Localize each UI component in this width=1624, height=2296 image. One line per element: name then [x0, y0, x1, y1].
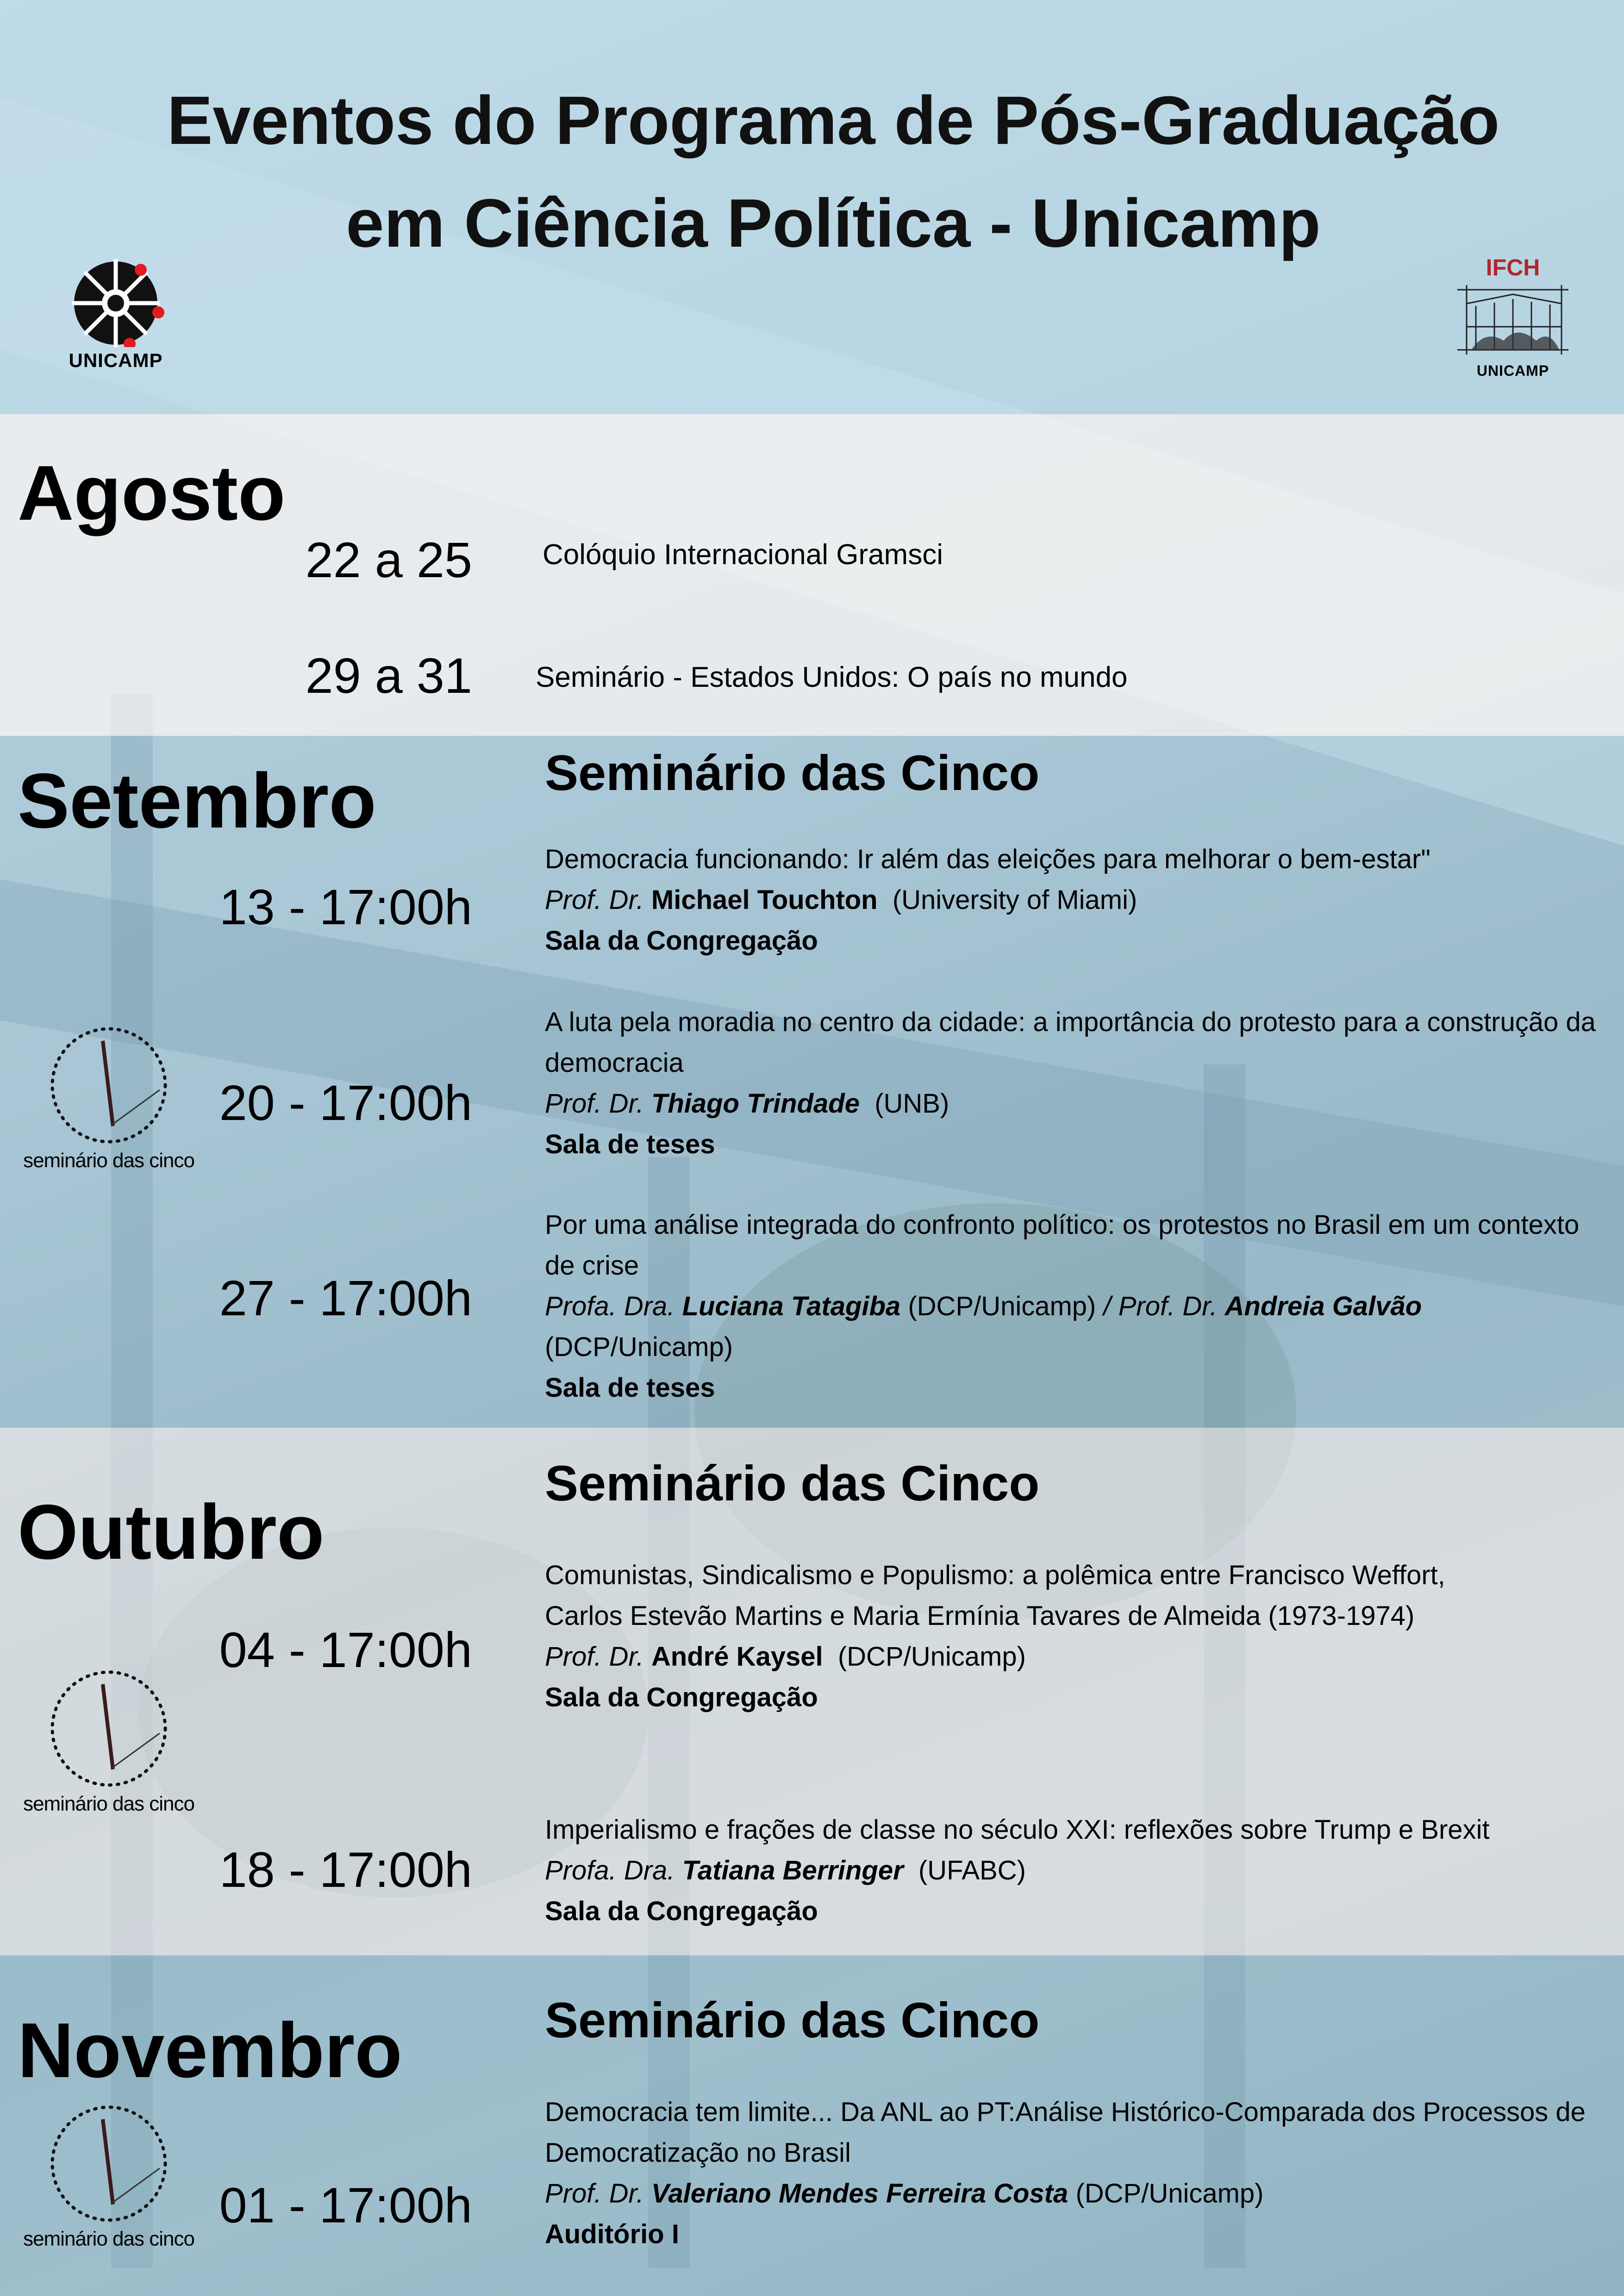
event-room: Sala da Congregação — [545, 1896, 818, 1926]
unicamp-emblem-icon — [65, 255, 167, 347]
ifch-building-icon — [1453, 280, 1573, 359]
title-line-1: Eventos do Programa de Pós-Graduação — [167, 82, 1500, 159]
event-speaker — [545, 880, 1614, 921]
event-title: Colóquio Internacional Gramsci — [543, 539, 943, 571]
speaker-affiliation: (DCP/Unicamp) — [545, 1332, 733, 1362]
clock-label: seminário das cinco — [23, 1149, 194, 1172]
speaker-affiliation: (University of Miami) — [892, 885, 1137, 915]
event-details — [545, 1810, 1614, 1932]
speaker-role: Prof. Dr. — [545, 2178, 644, 2209]
speaker-name: Tatiana Berringer — [682, 1855, 904, 1885]
seminario-clock-logo — [9, 2101, 208, 2252]
speaker-role: Prof. Dr. — [545, 885, 644, 915]
unicamp-logo-label: UNICAMP — [69, 349, 163, 371]
event-room: Auditório I — [545, 2219, 679, 2249]
speaker-affiliation: (UFABC) — [918, 1855, 1026, 1885]
speaker-separator: / — [1103, 1291, 1111, 1321]
event-details — [545, 839, 1614, 961]
event-speaker — [545, 1286, 1614, 1368]
event-room: Sala de teses — [545, 1373, 715, 1403]
event-date: 13 - 17:00h — [219, 879, 472, 935]
event-details — [545, 2092, 1614, 2255]
event-details — [545, 1002, 1614, 1165]
speaker-affiliation: (DCP/Unicamp) — [908, 1291, 1096, 1321]
seminario-clock-logo — [9, 1666, 208, 1817]
event-details — [545, 1205, 1614, 1408]
event-room: Sala de teses — [545, 1129, 715, 1159]
event-title: Imperialismo e frações de classe no século XXI: reflexões sobre Trump e Brexit — [545, 1815, 1490, 1845]
clock-label: seminário das cinco — [23, 1792, 194, 1815]
speaker-role: Prof. Dr. — [545, 1642, 644, 1672]
speaker-name: Thiago Trindade — [651, 1089, 860, 1119]
event-date: 18 - 17:00h — [219, 1842, 472, 1898]
unicamp-logo — [56, 255, 176, 372]
month-heading: Setembro — [18, 757, 376, 844]
month-heading: Outubro — [18, 1488, 325, 1575]
ifch-logo-label: IFCH — [1486, 255, 1540, 280]
clock-icon — [46, 1666, 171, 1791]
speaker-affiliation: (DCP/Unicamp) — [837, 1642, 1026, 1672]
section-heading: Seminário das Cinco — [545, 1455, 1040, 1511]
clock-icon — [46, 2101, 171, 2226]
event-date: 01 - 17:00h — [219, 2177, 472, 2233]
event-speaker — [545, 1850, 1614, 1891]
event-title: Comunistas, Sindicalismo e Populismo: a polêmica entre Francisco Weffort, Carlos Estevão Martins e Maria Ermínia Tavares de Almeida (1973-1974) — [545, 1560, 1445, 1631]
event-speaker — [545, 2173, 1614, 2214]
speaker-name: André Kaysel — [651, 1642, 823, 1672]
seminario-clock-logo — [9, 1023, 208, 1174]
event-title: Por uma análise integrada do confronto político: os protestos no Brasil em um contexto de crise — [545, 1210, 1580, 1281]
event-room: Sala da Congregação — [545, 1682, 818, 1712]
month-heading: Novembro — [18, 2007, 402, 2094]
event-room: Sala da Congregação — [545, 926, 818, 956]
speaker-role: Profa. Dra. — [545, 1291, 675, 1321]
speaker-name: Michael Touchton — [651, 885, 878, 915]
event-title: Democracia tem limite... Da ANL ao PT:Análise Histórico-Comparada dos Processos de Democratização no Brasil — [545, 2097, 1586, 2168]
clock-icon — [46, 1023, 171, 1148]
ifch-logo — [1443, 255, 1582, 380]
section-heading: Seminário das Cinco — [545, 745, 1040, 801]
speaker-name: Andreia Galvão — [1224, 1291, 1422, 1321]
speaker-name: Luciana Tatagiba — [682, 1291, 901, 1321]
event-date: 29 a 31 — [305, 647, 472, 703]
speaker-role: Prof. Dr. — [1118, 1291, 1218, 1321]
month-heading: Agosto — [18, 449, 286, 536]
section-heading: Seminário das Cinco — [545, 1992, 1040, 2048]
event-title: A luta pela moradia no centro da cidade: a importância do protesto para a construção da democracia — [545, 1007, 1596, 1078]
event-date: 27 - 17:00h — [219, 1270, 472, 1326]
event-speaker — [545, 1636, 1452, 1677]
speaker-affiliation: (DCP/Unicamp) — [1075, 2178, 1264, 2209]
ifch-logo-unicamp-label: UNICAMP — [1476, 362, 1549, 379]
speaker-name: Valeriano Mendes Ferreira Costa — [651, 2178, 1068, 2209]
event-date: 22 a 25 — [305, 532, 472, 588]
event-title: Seminário - Estados Unidos: O país no mundo — [536, 661, 1128, 693]
page-title — [46, 69, 1620, 275]
event-date: 04 - 17:00h — [219, 1622, 472, 1678]
clock-label: seminário das cinco — [23, 2228, 194, 2250]
title-line-2: em Ciência Política - Unicamp — [346, 185, 1321, 261]
speaker-role: Profa. Dra. — [545, 1855, 675, 1885]
event-details — [545, 1555, 1452, 1718]
speaker-role: Prof. Dr. — [545, 1089, 644, 1119]
event-title: Democracia funcionando: Ir além das eleições para melhorar o bem-estar" — [545, 844, 1430, 874]
speaker-affiliation: (UNB) — [874, 1089, 949, 1119]
event-date: 20 - 17:00h — [219, 1075, 472, 1131]
event-speaker — [545, 1083, 1614, 1124]
